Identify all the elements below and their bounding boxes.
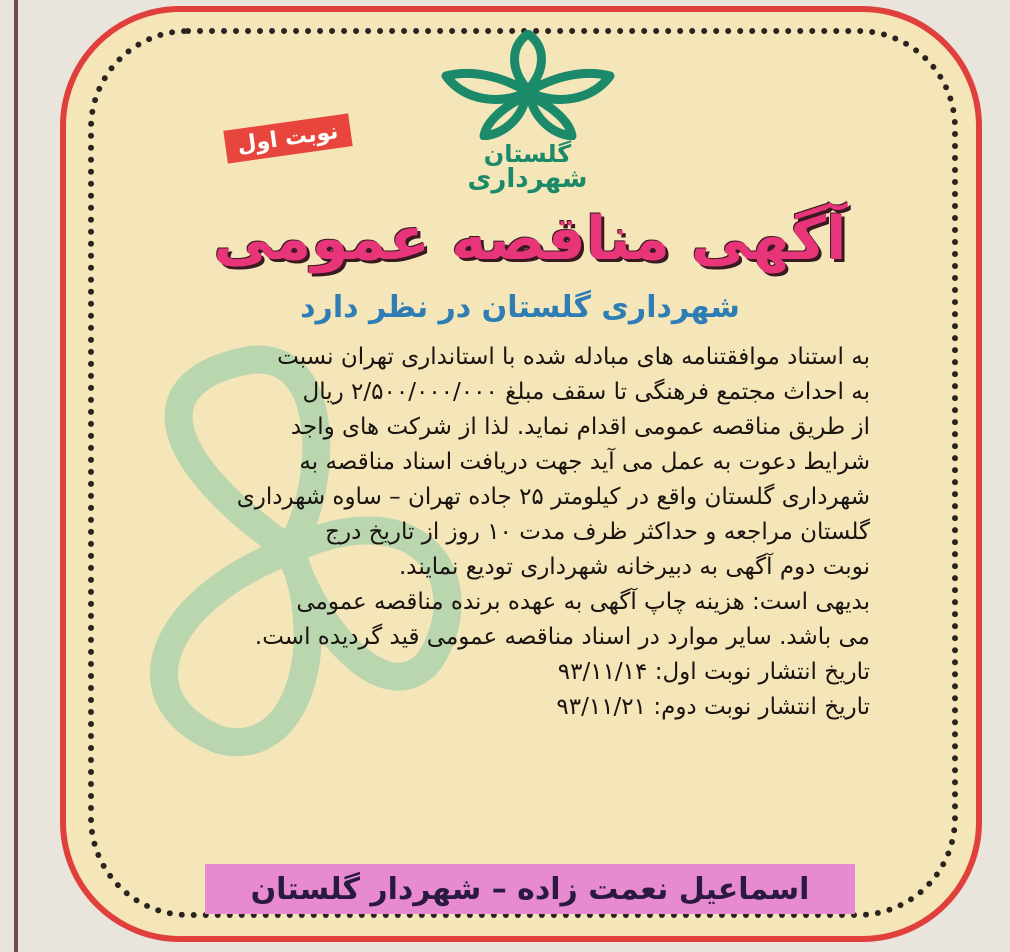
body-line: به احداث مجتمع فرهنگی تا سقف مبلغ ۲/۵۰۰/۰۰۰/۰۰۰ ریال	[302, 379, 870, 405]
signature-footer: اسماعیل نعمت زاده – شهردار گلستان	[205, 864, 855, 914]
left-border-line	[14, 0, 18, 952]
second-publish-date: تاریخ انتشار نوبت دوم: ۹۳/۱۱/۲۱	[556, 694, 870, 720]
notice-body	[150, 340, 870, 725]
golestan-flower-logo-icon	[438, 30, 618, 140]
body-line: از طریق مناقصه عمومی اقدام نماید. لذا از شرکت های واجد	[290, 414, 870, 440]
body-line: نوبت دوم آگهی به دبیرخانه شهرداری تودیع نمایند.	[398, 554, 870, 580]
body-line: شهرداری گلستان واقع در کیلومتر ۲۵ جاده تهران – ساوه شهرداری	[236, 484, 870, 510]
page-title: آگهی مناقصه عمومی	[213, 204, 847, 274]
logo-text-municipality: شهرداری	[467, 164, 588, 194]
body-line: گلستان مراجعه و حداکثر ظرف مدت ۱۰ روز از تاریخ درج	[325, 519, 870, 545]
subheadline: شهرداری گلستان در نظر دارد	[300, 290, 740, 325]
first-round-badge: نوبت اول	[223, 113, 352, 163]
logo-text-golestan: گلستان	[483, 140, 572, 168]
body-line: به استناد موافقتنامه های مبادله شده با استانداری تهران نسبت	[277, 344, 870, 370]
body-line: شرایط دعوت به عمل می آید جهت دریافت اسناد مناقصه به	[299, 449, 870, 475]
first-publish-date: تاریخ انتشار نوبت اول: ۹۳/۱۱/۱۴	[557, 659, 870, 685]
body-line: می باشد. سایر موارد در اسناد مناقصه عمومی قید گردیده است.	[254, 624, 870, 650]
body-line: بدیهی است: هزینه چاپ آگهی به عهده برنده مناقصه عمومی	[296, 589, 870, 615]
